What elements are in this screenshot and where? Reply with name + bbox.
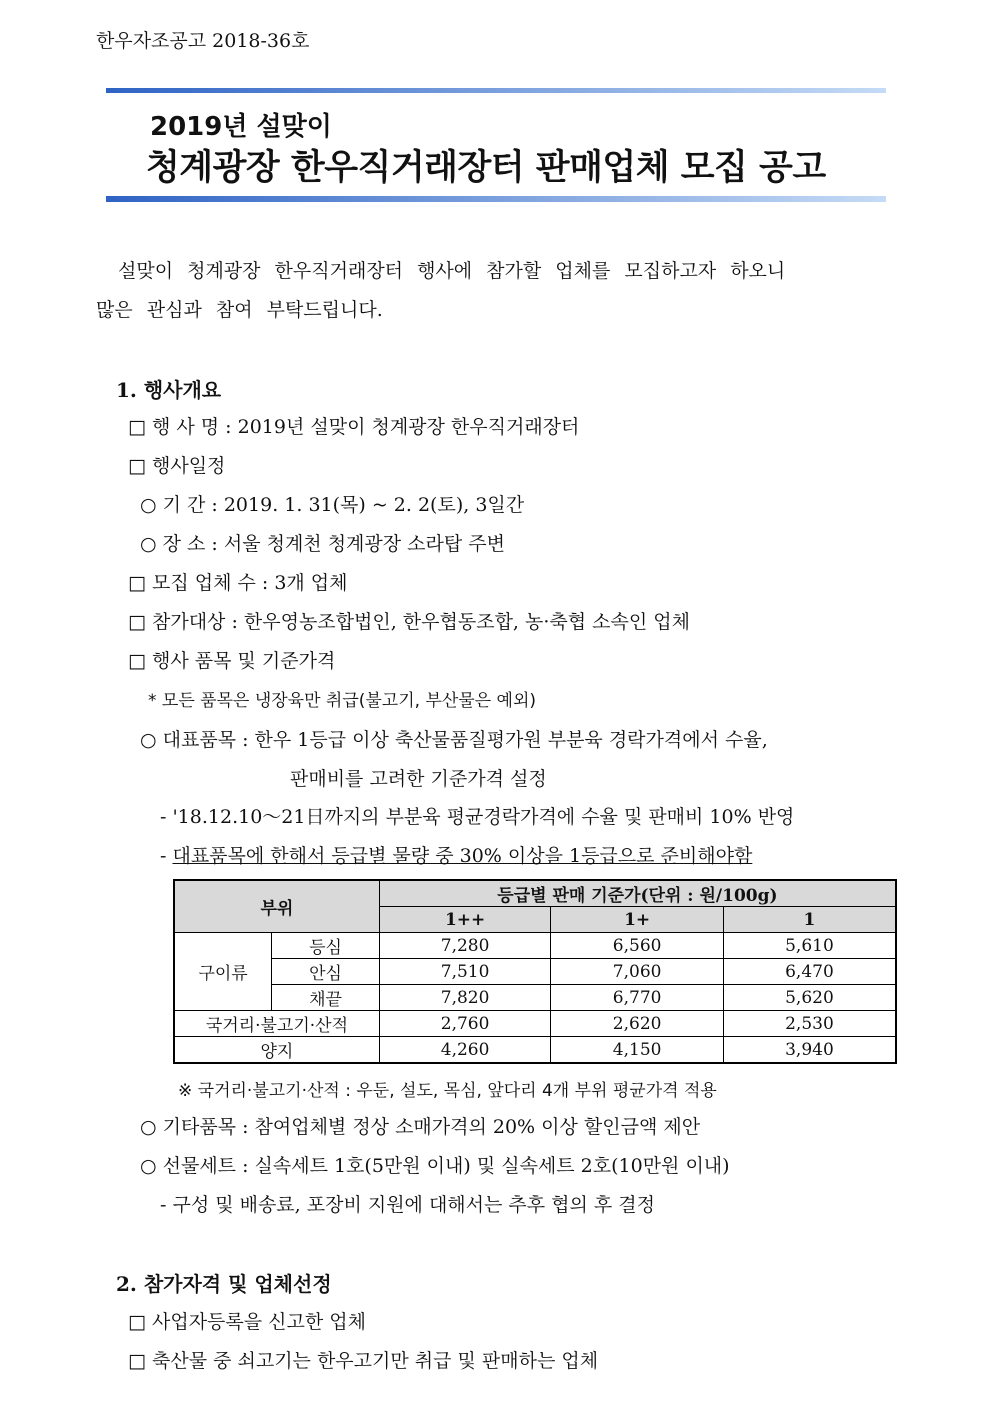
event-name: □ 행 사 명 : 2019년 설맞이 청계광장 한우직거래장터 [128, 416, 580, 438]
qualification-1: □ 사업자등록을 신고한 업체 [128, 1311, 366, 1333]
intro-line-1: 설맞이 청계광장 한우직거래장터 행사에 참가할 업체를 모집하고자 하오니 [118, 260, 786, 282]
section2-heading: 2. 참가자격 및 업체선정 [116, 1272, 332, 1296]
grade-header: 1+ [551, 907, 724, 933]
price-cell: 4,260 [379, 1037, 551, 1064]
part-name: 채끝 [272, 985, 380, 1011]
price-cell: 5,620 [723, 985, 896, 1011]
price-cell: 4,150 [551, 1037, 724, 1064]
grade-requirement-note [160, 841, 752, 868]
part-name: 양지 [174, 1037, 379, 1064]
price-cell: 5,610 [723, 933, 896, 959]
table-row [174, 985, 896, 1011]
items-and-prices-label: □ 행사 품목 및 기준가격 [128, 650, 336, 672]
items-note: * 모든 품목은 냉장육만 취급(불고기, 부산물은 예외) [148, 691, 537, 711]
intro-line-2: 많은 관심과 참여 부탁드립니다. [96, 299, 383, 321]
price-header: 등급별 판매 기준가(단위 : 원/100g) [379, 880, 896, 907]
participation-target: □ 참가대상 : 한우영농조합법인, 한우협동조합, 농·축협 소속인 업체 [128, 611, 690, 633]
other-items: ○ 기타품목 : 참여업체별 정상 소매가격의 20% 이상 할인금액 제안 [140, 1116, 701, 1138]
price-cell: 7,060 [551, 959, 724, 985]
subtitle: 2019년 설맞이 [150, 112, 332, 142]
event-period: ○ 기 간 : 2019. 1. 31(목) ~ 2. 2(토), 3일간 [140, 494, 525, 516]
part-name: 안심 [272, 959, 380, 985]
table-row [174, 933, 896, 959]
price-basis-note: - '18.12.10～21日까지의 부분육 평균경락가격에 수율 및 판매비 10% 반영 [160, 806, 795, 828]
dash-prefix: - [160, 845, 173, 867]
price-cell: 7,280 [379, 933, 551, 959]
table-note: ※ 국거리·불고기·산적 : 우둔, 설도, 목심, 앞다리 4개 부위 평균가격 적용 [178, 1081, 717, 1101]
representative-item-line-2: 판매비를 고려한 기준가격 설정 [290, 768, 547, 790]
title-box [106, 88, 886, 202]
gift-set-note: - 구성 및 배송료, 포장비 지원에 대해서는 추후 협의 후 결정 [160, 1194, 655, 1216]
section1-heading: 1. 행사개요 [116, 378, 222, 402]
price-cell: 2,760 [379, 1011, 551, 1037]
event-place: ○ 장 소 : 서울 청계천 청계광장 소라탑 주변 [140, 533, 505, 555]
price-cell: 3,940 [723, 1037, 896, 1064]
part-header: 부위 [174, 880, 379, 933]
price-cell: 2,620 [551, 1011, 724, 1037]
representative-item-line-1: ○ 대표품목 : 한우 1등급 이상 축산물품질평가원 부분육 경락가격에서 수율, [140, 729, 768, 751]
part-name: 국거리·불고기·산적 [174, 1011, 379, 1037]
gift-sets: ○ 선물세트 : 실속세트 1호(5만원 이내) 및 실속세트 2호(10만원 이내) [140, 1155, 730, 1177]
price-cell: 6,770 [551, 985, 724, 1011]
price-cell: 6,470 [723, 959, 896, 985]
grade-requirement-text: 대표품목에 한해서 등급별 물량 중 30% 이상을 1등급으로 준비해야함 [172, 845, 753, 867]
part-name: 등심 [272, 933, 380, 959]
price-cell: 7,510 [379, 959, 551, 985]
grade-header: 1++ [379, 907, 551, 933]
table-row [174, 1037, 896, 1064]
table-row [174, 959, 896, 985]
price-table [173, 879, 897, 1064]
document-number: 한우자조공고 2018-36호 [96, 30, 310, 52]
grade-header: 1 [723, 907, 896, 933]
price-cell: 2,530 [723, 1011, 896, 1037]
title-bottom-bar [106, 196, 886, 202]
group-label: 구이류 [174, 933, 272, 1011]
price-cell: 7,820 [379, 985, 551, 1011]
table-row [174, 1011, 896, 1037]
schedule-label: □ 행사일정 [128, 455, 226, 477]
title-top-bar [106, 88, 886, 93]
main-title: 청계광장 한우직거래장터 판매업체 모집 공고 [146, 148, 826, 188]
vendor-count: □ 모집 업체 수 : 3개 업체 [128, 572, 348, 594]
price-cell: 6,560 [551, 933, 724, 959]
qualification-2: □ 축산물 중 쇠고기는 한우고기만 취급 및 판매하는 업체 [128, 1350, 599, 1372]
